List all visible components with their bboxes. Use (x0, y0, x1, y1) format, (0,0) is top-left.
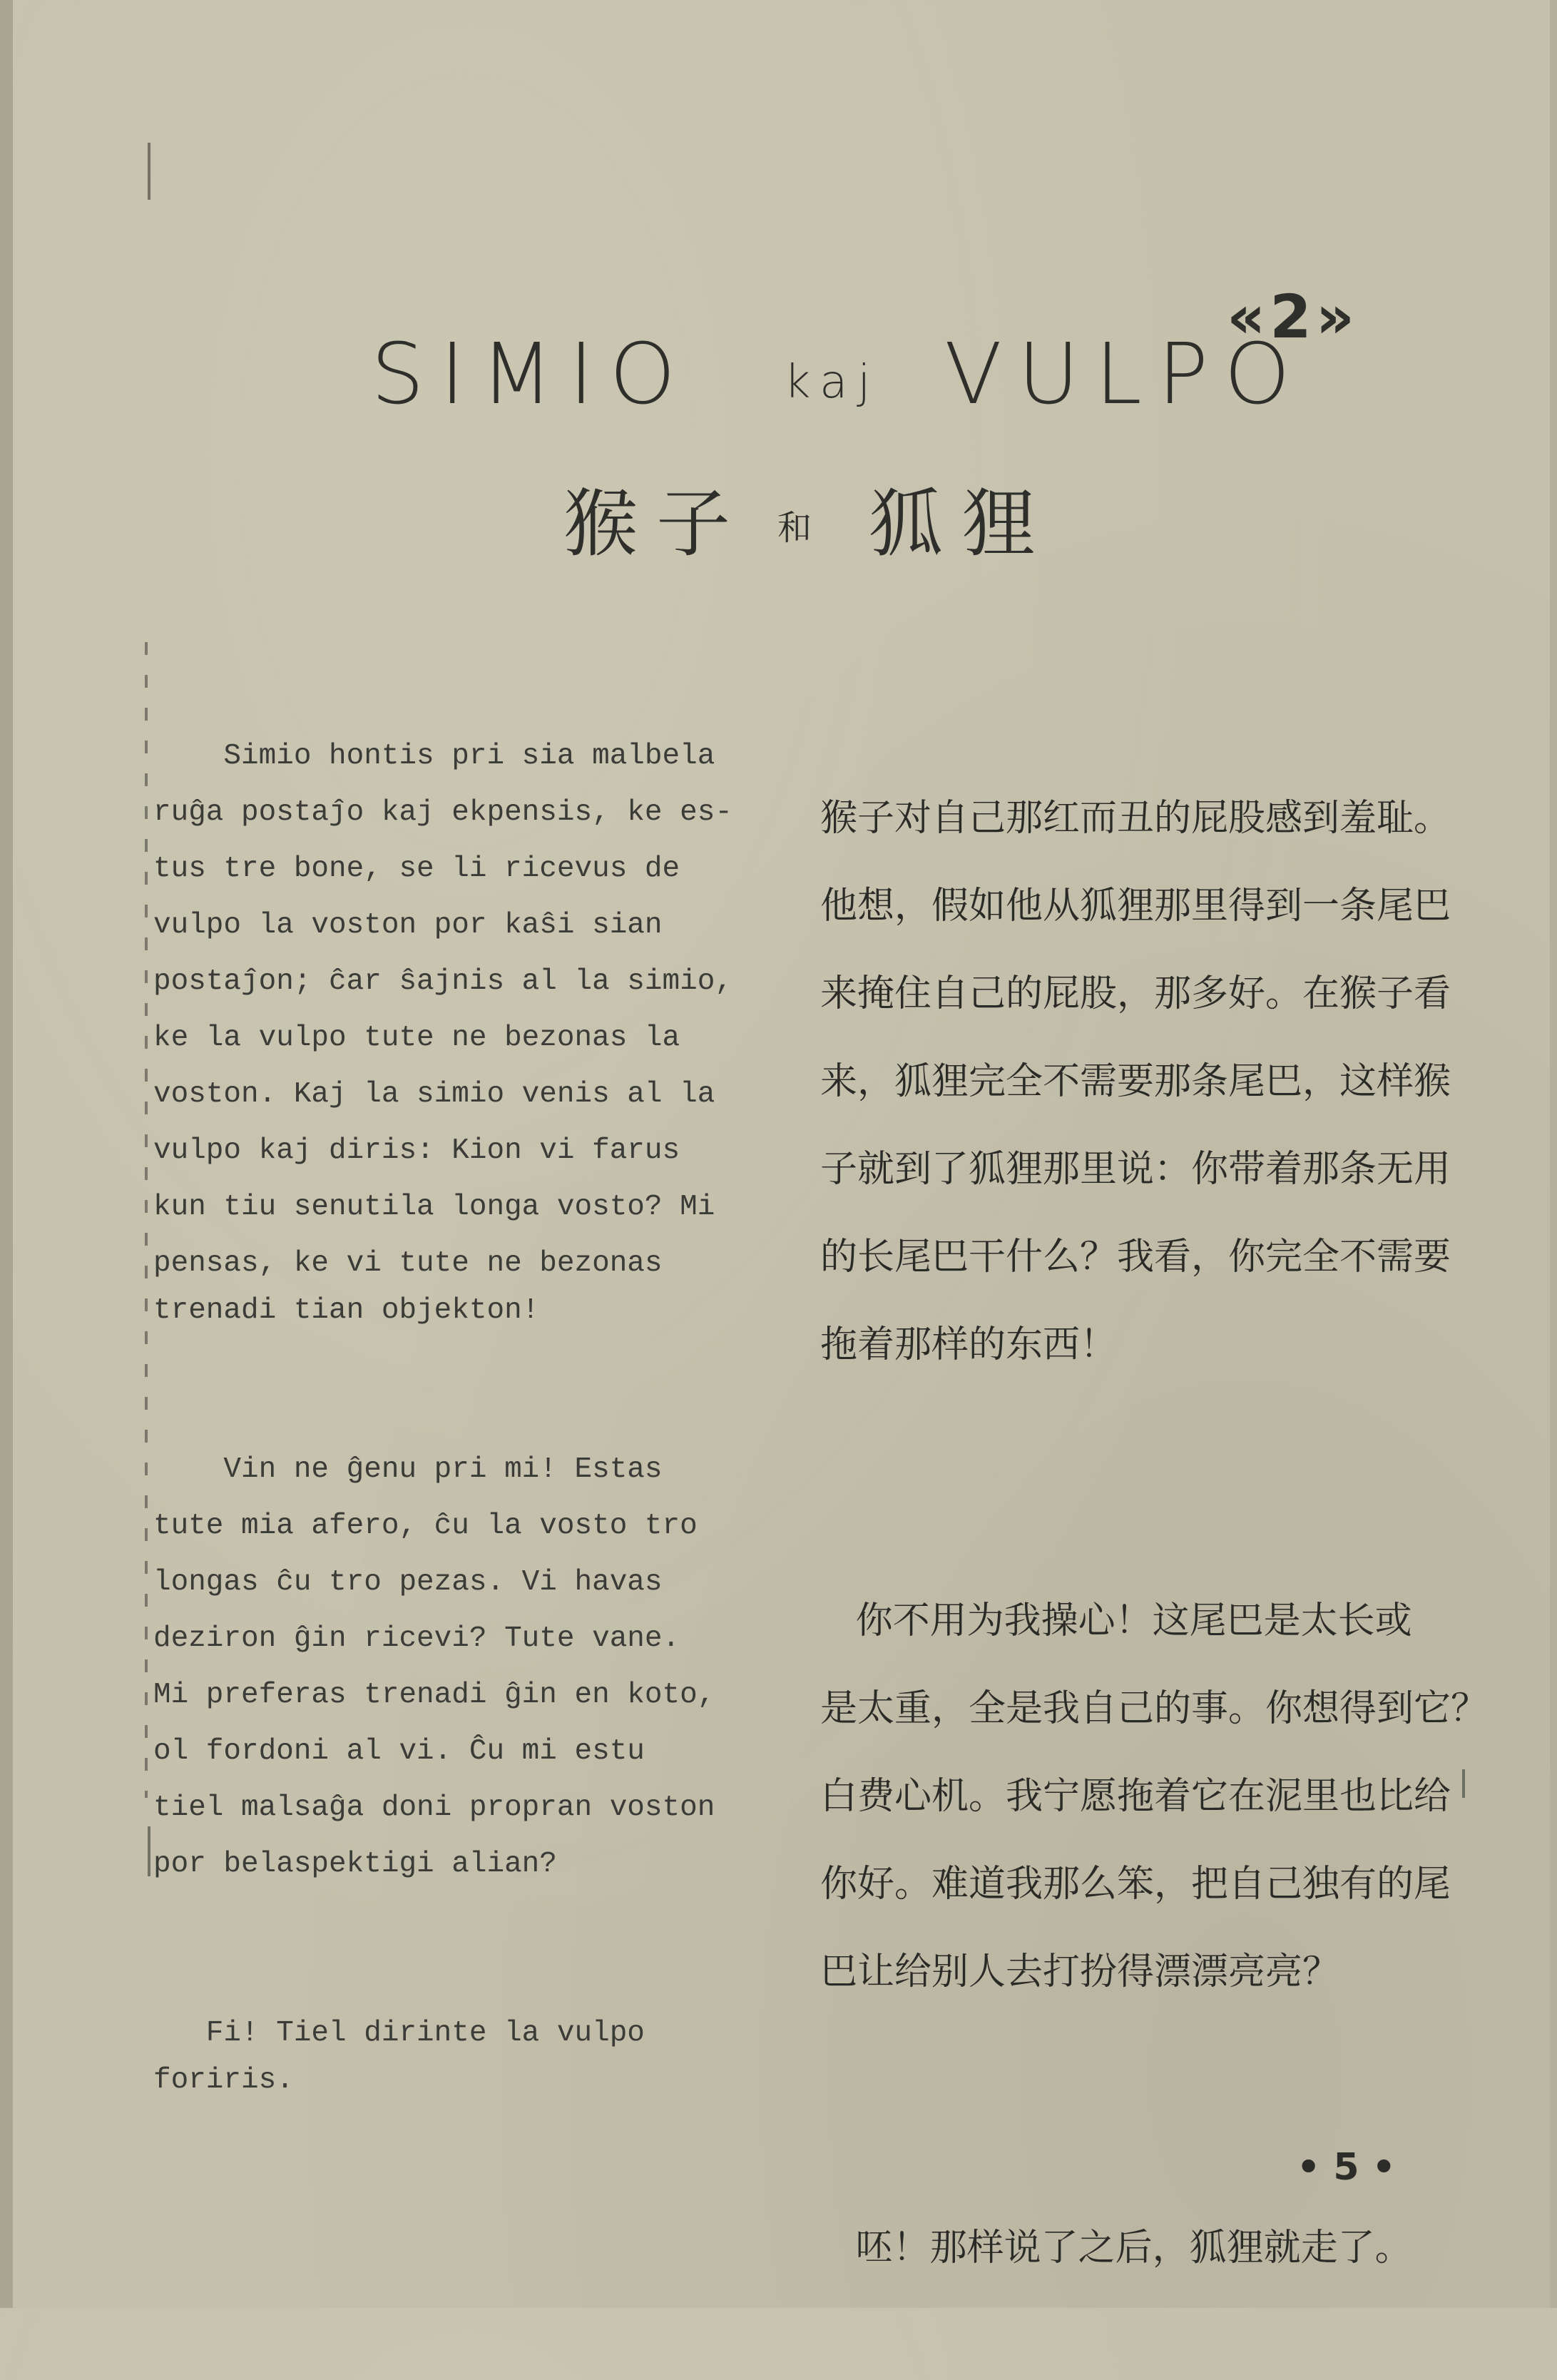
esperanto-text-line: tiel malsaĝa doni propran voston (153, 1791, 715, 1824)
esperanto-text-line: longas ĉu tro pezas. Vi havas (153, 1566, 663, 1599)
esperanto-text-line: pensas, ke vi tute ne bezonas (153, 1247, 663, 1280)
esperanto-text-line: kun tiu senutila longa vosto? Mi (153, 1191, 715, 1224)
chinese-text-line: 你不用为我操心！这尾巴是太长或 (820, 1600, 1412, 1642)
title-word-simio: SIMIO (371, 325, 692, 423)
esperanto-paragraph-2 (153, 1442, 838, 1893)
title-word-houzi: 猴子 (563, 480, 750, 567)
esperanto-text-line: ke la vulpo tute ne bezonas la (153, 1022, 680, 1054)
esperanto-paragraph-1 (153, 728, 838, 1329)
esperanto-text-line: vulpo kaj diris: Kion vi farus (153, 1134, 680, 1167)
title-word-huli: 狐狸 (869, 480, 1055, 567)
esperanto-text-line: Fi! Tiel dirinte la vulpo (153, 2017, 645, 2050)
chinese-text-line: 你好。难道我那么笨，把自己独有的尾 (820, 1863, 1451, 1906)
page-left-edge (0, 0, 13, 2308)
margin-tick-mark (148, 143, 150, 200)
chinese-text-line: 来掩住自己的屁股，那多好。在猴子看 (820, 972, 1451, 1015)
esperanto-text-line: postaĵon; ĉar ŝajnis al la simio, (153, 965, 732, 998)
esperanto-text-line: foriris. (153, 2064, 294, 2097)
title-word-kaj: kaj (784, 356, 881, 409)
page-right-edge (1550, 0, 1557, 2308)
chinese-text-line: 白费心机。我宁愿拖着它在泥里也比给 (820, 1775, 1451, 1818)
esperanto-text-line: Vin ne ĝenu pri mi! Estas (153, 1453, 663, 1486)
stencil-margin-rule (145, 642, 148, 1798)
chinese-column (820, 599, 1526, 2380)
margin-tick-mark (148, 1826, 150, 1876)
esperanto-text-line: deziron ĝin ricevi? Tute vane. (153, 1622, 680, 1655)
chinese-text-line: 猴子对自己那红而丑的屁股感到羞耻。 (820, 797, 1451, 840)
esperanto-column (153, 616, 838, 2155)
esperanto-text-line: trenadi tian objekton! (153, 1294, 540, 1327)
issue-number-marker: «2» (1227, 282, 1359, 352)
title-chinese (563, 464, 1054, 571)
esperanto-text-line: por belaspektigi alian? (153, 1848, 557, 1881)
chinese-text-line: 来，狐狸完全不需要那条尾巴，这样猴 (820, 1060, 1451, 1103)
chinese-text-line: 子就到了狐狸那里说：你带着那条无用 (820, 1148, 1451, 1191)
esperanto-text-line: Mi preferas trenadi ĝin en koto, (153, 1679, 715, 1712)
esperanto-text-line: tus tre bone, se li ricevus de (153, 853, 680, 885)
chinese-text-line: 呸！那样说了之后，狐狸就走了。 (820, 2227, 1412, 2269)
chinese-paragraph-3 (820, 2204, 1526, 2292)
chinese-text-line: 他想，假如他从狐狸那里得到一条尾巴 (820, 885, 1451, 927)
title-word-vulpo: VULPO (944, 325, 1307, 423)
esperanto-text-line: Simio hontis pri sia malbela (153, 740, 715, 773)
chinese-text-line: 拖着那样的东西！ (820, 1323, 1118, 1366)
title-esperanto (371, 325, 1306, 423)
esperanto-text-line: voston. Kaj la simio venis al la (153, 1078, 715, 1111)
esperanto-text-line: ol fordoni al vi. Ĉu mi estu (153, 1735, 645, 1768)
page-number: • 5 • (1297, 2146, 1396, 2189)
chinese-paragraph-2 (820, 1577, 1526, 2016)
esperanto-text-line: vulpo la voston por kaŝi sian (153, 909, 663, 942)
esperanto-paragraph-3 (153, 2005, 838, 2099)
chinese-text-line: 是太重，全是我自己的事。你想得到它？ (820, 1687, 1489, 1730)
esperanto-text-line: ruĝa postaĵo kaj ekpensis, ke es- (153, 796, 732, 829)
chinese-paragraph-1 (820, 775, 1526, 1389)
title-word-he: 和 (777, 508, 812, 548)
esperanto-text-line: tute mia afero, ĉu la vosto tro (153, 1510, 698, 1542)
chinese-text-line: 的长尾巴干什么？我看，你完全不需要 (820, 1236, 1451, 1278)
chinese-text-line: 巴让给别人去打扮得漂漂亮亮？ (820, 1951, 1340, 1993)
